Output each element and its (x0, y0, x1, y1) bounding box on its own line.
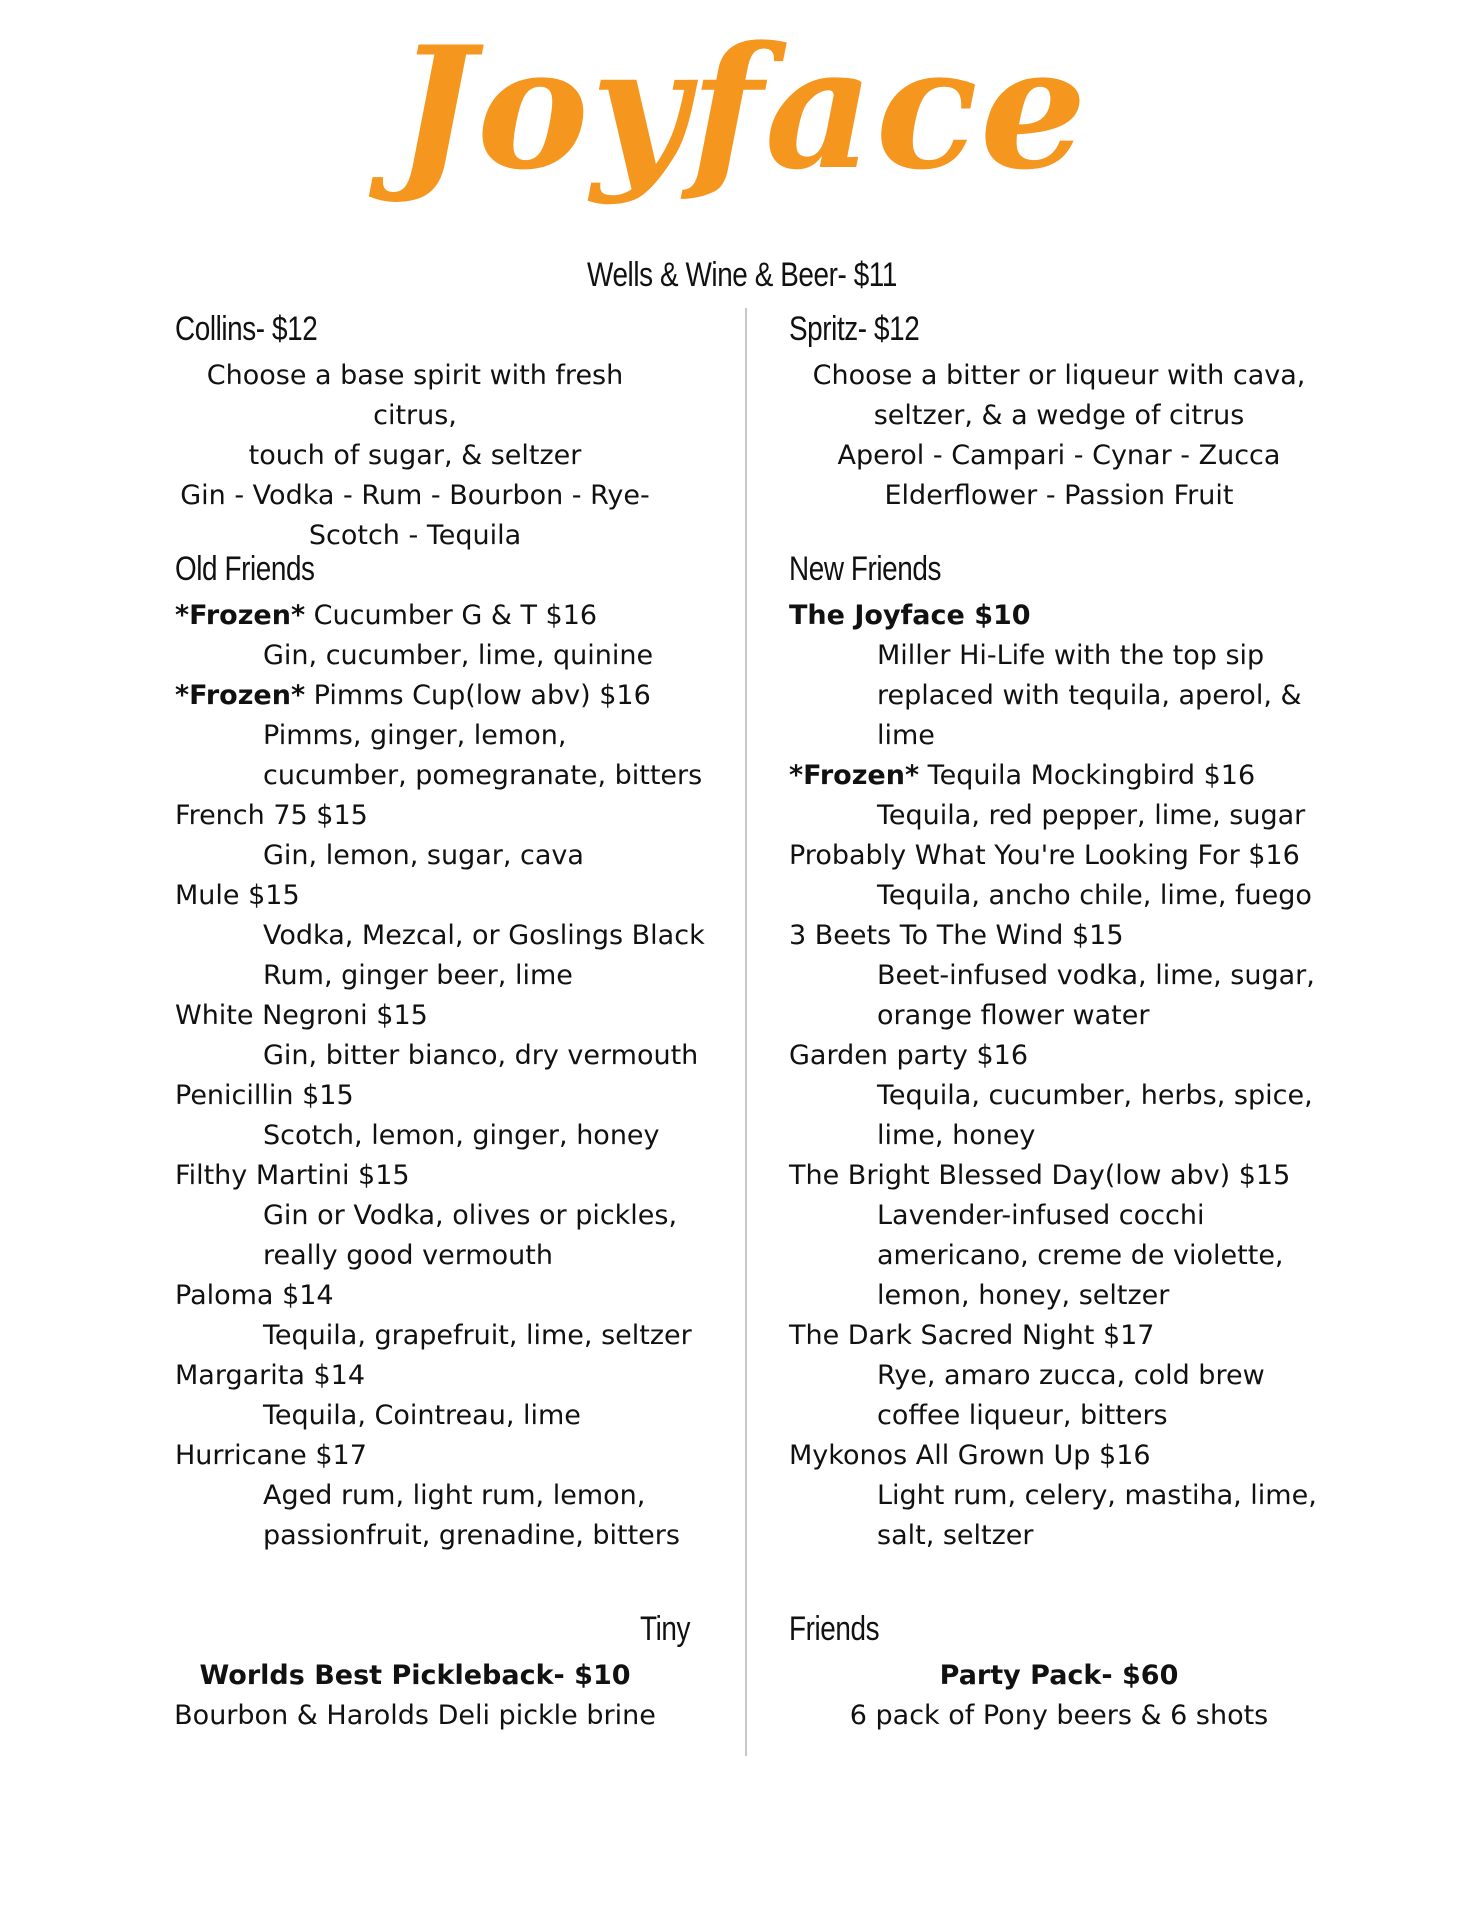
new-friends-list (789, 596, 1329, 1556)
menu-item (175, 1356, 715, 1396)
menu-item (175, 796, 715, 836)
menu-item-description: Lavender-infused cocchi americano, creme de violette, lemon, honey, seltzer (877, 1200, 1284, 1311)
menu-item (175, 996, 715, 1036)
tiny-block (165, 1656, 665, 1736)
menu-item-description: Scotch, lemon, ginger, honey (263, 1120, 660, 1151)
menu-item-name: Probably What You're Looking For $16 (789, 840, 1300, 871)
menu-item-name: French 75 $15 (175, 800, 368, 831)
menu-item-name: Paloma $14 (175, 1280, 334, 1311)
friends-block (789, 1656, 1329, 1736)
menu-item-description: Gin, bitter bianco, dry vermouth (263, 1040, 699, 1071)
menu-item-name: The Dark Sacred Night $17 (789, 1320, 1155, 1351)
menu-item-description: Tequila, grapefruit, lime, seltzer (263, 1320, 692, 1351)
menu-item-name: Margarita $14 (175, 1360, 366, 1391)
menu-item (175, 876, 715, 916)
party-pack-item: Party Pack- $60 (939, 1660, 1179, 1691)
menu-item (789, 756, 1329, 796)
menu-item-name: Hurricane $17 (175, 1440, 367, 1471)
menu-item-name: Mykonos All Grown Up $16 (789, 1440, 1151, 1471)
spritz-title: Spritz- $12 (789, 310, 920, 348)
menu-item-description: Light rum, celery, mastiha, lime, salt, seltzer (877, 1480, 1317, 1551)
collins-line: touch of sugar, & seltzer (248, 440, 582, 471)
menu-item-description: Tequila, cucumber, herbs, spice, lime, honey (877, 1080, 1313, 1151)
menu-item-name: Penicillin $15 (175, 1080, 354, 1111)
spritz-line: Choose a bitter or liqueur with cava, (812, 360, 1306, 391)
menu-item (789, 1436, 1329, 1476)
column-divider (745, 308, 747, 1756)
menu-item-description: Tequila, ancho chile, lime, fuego (877, 880, 1312, 911)
new-friends-title: New Friends (789, 550, 941, 588)
frozen-tag: *Frozen* (175, 680, 306, 711)
menu-item-description: Gin, cucumber, lime, quinine (263, 640, 654, 671)
spritz-line: seltzer, & a wedge of citrus (873, 400, 1245, 431)
menu-item-description: Tequila, Cointreau, lime (263, 1400, 581, 1431)
menu-item (789, 1316, 1329, 1356)
spritz-description (789, 356, 1329, 516)
frozen-tag: *Frozen* (175, 600, 306, 631)
menu-item-description: Rye, amaro zucca, cold brew coffee liqueur, bitters (877, 1360, 1265, 1431)
joyface-logo: Joyface (395, 9, 1089, 207)
menu-item (175, 596, 715, 636)
pickleback-item: Worlds Best Pickleback- $10 (199, 1660, 631, 1691)
friends-title: Friends (789, 1610, 880, 1648)
menu-item (175, 1276, 715, 1316)
menu-item-name: The Bright Blessed Day(low abv) $15 (789, 1160, 1291, 1191)
tiny-title: Tiny (640, 1610, 691, 1648)
collins-line: Scotch - Tequila (308, 520, 522, 551)
wells-wine-beer-heading: Wells & Wine & Beer- $11 (587, 256, 897, 294)
menu-item-description: Vodka, Mezcal, or Goslings Black Rum, ginger beer, lime (263, 920, 705, 991)
menu-item (789, 596, 1329, 636)
menu-item-description: Aged rum, light rum, lemon, passionfruit, grenadine, bitters (263, 1480, 680, 1551)
menu-item-description: Gin, lemon, sugar, cava (263, 840, 584, 871)
menu-item-description: Pimms, ginger, lemon, cucumber, pomegranate, bitters (263, 720, 703, 791)
old-friends-title: Old Friends (175, 550, 315, 588)
frozen-tag: *Frozen* (789, 760, 920, 791)
collins-line: Choose a base spirit with fresh citrus, (206, 360, 624, 431)
menu-item (175, 1436, 715, 1476)
menu-item (789, 1156, 1329, 1196)
collins-line: Gin - Vodka - Rum - Bourbon - Rye- (180, 480, 650, 511)
menu-item-description: Miller Hi-Life with the top sip replaced with tequila, aperol, & lime (877, 640, 1302, 751)
pickleback-desc: Bourbon & Harolds Deli pickle brine (174, 1700, 656, 1731)
collins-description (165, 356, 665, 556)
menu-item-name: Garden party $16 (789, 1040, 1029, 1071)
menu-item (789, 1036, 1329, 1076)
party-pack-desc: 6 pack of Pony beers & 6 shots (849, 1700, 1269, 1731)
menu-item-name: Tequila Mockingbird $16 (927, 760, 1256, 791)
menu-item-name: Filthy Martini $15 (175, 1160, 410, 1191)
menu-item (175, 1076, 715, 1116)
menu-item-name: The Joyface $10 (789, 600, 1031, 631)
menu-item-description: Gin or Vodka, olives or pickles, really good vermouth (263, 1200, 678, 1271)
menu-item-name: White Negroni $15 (175, 1000, 428, 1031)
menu-item (175, 676, 715, 716)
menu-item-description: Tequila, red pepper, lime, sugar (877, 800, 1306, 831)
menu-item-name: Cucumber G & T $16 (313, 600, 598, 631)
old-friends-list (175, 596, 715, 1556)
menu-item (789, 916, 1329, 956)
menu-item-description: Beet-infused vodka, lime, sugar, orange flower water (877, 960, 1315, 1031)
menu-item (789, 836, 1329, 876)
menu-item-name: Pimms Cup(low abv) $16 (313, 680, 651, 711)
menu-item (175, 1156, 715, 1196)
menu-item-name: 3 Beets To The Wind $15 (789, 920, 1124, 951)
spritz-line: Aperol - Campari - Cynar - Zucca (837, 440, 1281, 471)
menu-item-name: Mule $15 (175, 880, 300, 911)
collins-title: Collins- $12 (175, 310, 318, 348)
spritz-line: Elderflower - Passion Fruit (884, 480, 1234, 511)
